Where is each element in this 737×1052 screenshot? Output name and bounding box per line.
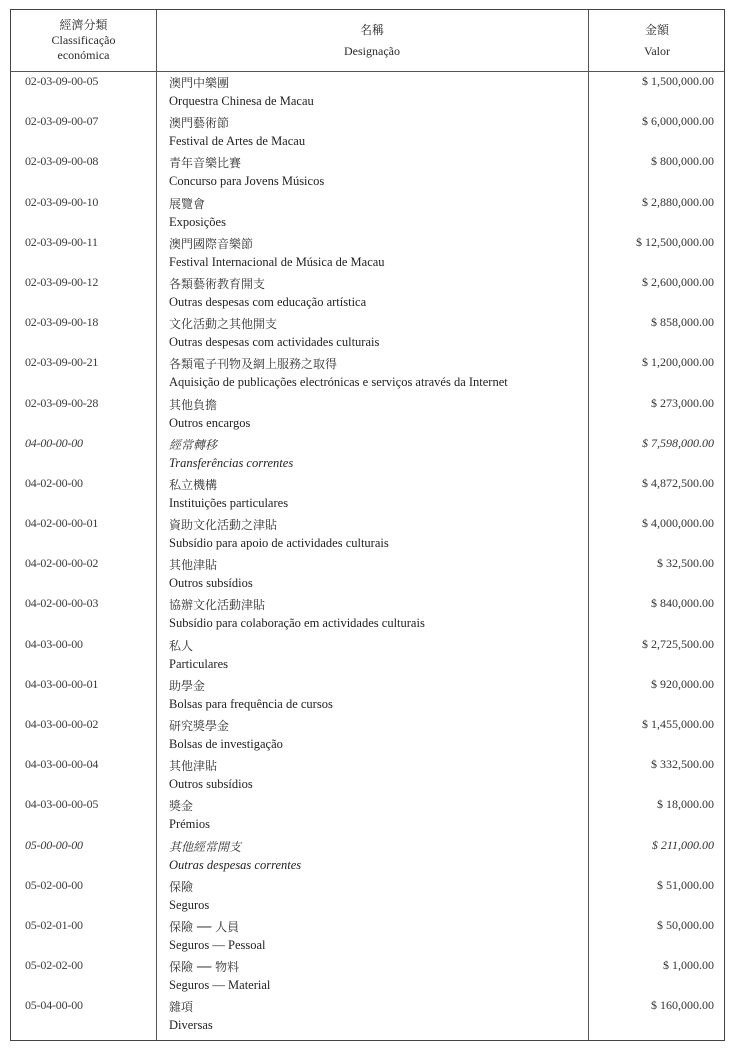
row-name-zh: 各類藝術教育開支 [169,276,266,291]
row-code: 02-03-09-00-10 [25,194,99,209]
row-name-pt: Concurso para Jovens Músicos [169,174,325,189]
row-name-pt: Outros subsídios [169,777,253,792]
row-name-zh: 澳門國際音樂節 [169,236,254,251]
row-name-zh: 澳門藝術節 [169,116,230,131]
row-value: $ 840,000.00 [651,596,714,611]
row-code: 02-03-09-00-18 [25,315,99,330]
row-name-pt: Particulares [169,656,229,671]
row-name-zh: 澳門中樂團 [169,76,230,90]
header-value-zh: 金額 [644,22,669,37]
table-row [11,997,724,1037]
header-classification-pt2: económica [57,48,110,62]
row-name-zh: 獎金 [169,799,194,814]
row-code: 04-02-00-00-03 [25,596,99,611]
row-name-pt: Exposições [169,214,226,229]
row-name-zh: 研究獎學金 [169,719,230,733]
table-row [11,837,724,877]
row-name-pt: Festival de Artes de Macau [169,134,306,149]
row-code: 04-03-00-00-01 [25,676,99,691]
row-value: $ 50,000.00 [657,917,714,932]
row-code: 05-00-00-00 [25,837,83,852]
row-name-zh: 私立機構 [169,477,218,492]
row-value: $ 273,000.00 [651,395,714,410]
row-value: $ 858,000.00 [651,315,714,330]
table-row [11,716,724,756]
row-value: $ 4,000,000.00 [642,516,714,531]
row-name-zh: 助學金 [169,678,206,693]
row-name-zh: 資助文化活動之津貼 [169,518,278,533]
row-name-pt: Instituições particulares [169,495,289,510]
row-value: $ 7,598,000.00 [642,435,714,450]
row-value: $ 1,455,000.00 [642,717,714,731]
table-row [11,354,724,394]
row-name-zh: 其他津貼 [169,558,218,573]
row-name-pt: Orquestra Chinesa de Macau [169,94,314,108]
table-row [11,555,724,595]
row-code: 04-02-00-00-02 [25,556,99,571]
row-name-pt: Outras despesas com educação artística [169,294,367,309]
row-name-zh: 雜項 [169,1000,194,1015]
row-value: $ 920,000.00 [651,676,714,691]
row-code: 05-02-01-00 [25,917,83,932]
row-value: $ 18,000.00 [657,797,714,812]
row-code: 04-02-00-00 [25,475,83,490]
row-value: $ 800,000.00 [651,154,714,169]
row-name-zh: 保險 ── 物料 [169,960,240,975]
table-row [11,113,724,153]
row-name-zh: 協辦文化活動津貼 [169,598,266,613]
row-name-pt: Seguros — Pessoal [169,937,266,952]
row-value: $ 12,500,000.00 [636,234,714,249]
row-name-pt: Prémios [169,817,210,832]
row-value: $ 160,000.00 [651,998,714,1013]
row-name-pt: Transferências correntes [169,455,294,470]
row-code: 04-03-00-00-04 [25,757,99,772]
row-code: 02-03-09-00-08 [25,154,99,169]
row-name-zh: 展覽會 [169,196,206,211]
row-value: $ 1,500,000.00 [642,74,714,88]
table-row [11,73,724,113]
table-body [11,73,724,1038]
row-code: 02-03-09-00-21 [25,355,99,370]
row-value: $ 32,500.00 [657,556,714,571]
table-row [11,314,724,354]
row-value: $ 2,600,000.00 [642,274,714,289]
table-row [11,194,724,234]
row-name-pt: Subsídio para apoio de actividades culturais [169,536,389,551]
row-name-zh: 經常轉移 [169,437,218,452]
table-row [11,636,724,676]
row-code: 02-03-09-00-12 [25,274,99,289]
row-value: $ 1,000.00 [663,958,714,973]
row-code: 04-00-00-00 [25,435,83,450]
row-name-pt: Outros encargos [169,415,251,430]
row-code: 05-04-00-00 [25,998,83,1013]
row-name-pt: Outras despesas com actividades culturais [169,335,380,350]
table-row [11,877,724,917]
table-header [11,10,724,72]
row-name-pt: Diversas [169,1018,213,1033]
row-name-zh: 文化活動之其他開支 [169,317,278,332]
row-name-zh: 其他經常開支 [169,839,242,854]
row-value: $ 4,872,500.00 [642,475,714,490]
table-row [11,756,724,796]
row-value: $ 6,000,000.00 [642,114,714,129]
row-name-pt: Seguros [169,897,210,912]
table-row [11,917,724,957]
row-code: 02-03-09-00-28 [25,395,99,410]
header-designation-zh: 名稱 [359,22,384,37]
row-code: 02-03-09-00-07 [25,114,99,129]
table-row [11,515,724,555]
header-value [588,10,726,71]
row-name-zh: 保險 [169,879,194,894]
row-name-zh: 其他負擔 [169,397,218,412]
header-classification [11,10,156,71]
row-name-pt: Aquisição de publicações electrónicas e serviços através da Internet [169,375,508,390]
row-value: $ 2,880,000.00 [642,194,714,209]
row-name-zh: 其他津貼 [169,759,218,774]
table-row [11,234,724,274]
budget-table [10,9,725,1041]
row-code: 05-02-00-00 [25,877,83,892]
table-row [11,796,724,836]
row-code: 02-03-09-00-11 [25,234,98,249]
row-value: $ 2,725,500.00 [642,636,714,651]
row-name-zh: 私人 [169,638,194,653]
row-code: 04-03-00-00-02 [25,717,99,731]
header-designation-pt: Designação [344,43,400,58]
table-row [11,595,724,635]
header-classification-zh: 經濟分類 [59,18,108,32]
row-name-pt: Outros subsídios [169,576,253,591]
header-classification-pt1: Classificação [51,33,116,47]
row-value: $ 1,200,000.00 [642,355,714,370]
row-name-zh: 保險 ── 人員 [169,919,240,934]
row-code: 04-02-00-00-01 [25,516,99,531]
row-value: $ 211,000.00 [651,837,714,852]
header-designation [156,10,588,71]
row-code: 04-03-00-00-05 [25,797,99,812]
row-name-pt: Outras despesas correntes [169,857,302,872]
row-code: 05-02-02-00 [25,958,83,973]
row-name-pt: Bolsas para frequência de cursos [169,696,333,711]
row-code: 04-03-00-00 [25,636,83,651]
row-name-pt: Subsídio para colaboração em actividades culturais [169,616,425,631]
row-value: $ 332,500.00 [651,757,714,772]
table-row [11,395,724,435]
row-name-pt: Festival Internacional de Música de Macau [169,254,385,269]
header-value-pt: Valor [644,43,670,58]
row-code: 02-03-09-00-05 [25,74,99,88]
table-row [11,435,724,475]
row-name-pt: Bolsas de investigação [169,737,283,751]
table-row [11,957,724,997]
table-row [11,475,724,515]
table-row [11,153,724,193]
row-name-pt: Seguros — Material [169,978,271,993]
row-name-zh: 各類電子刊物及網上服務之取得 [169,357,338,372]
table-row [11,274,724,314]
row-value: $ 51,000.00 [657,877,714,892]
table-row [11,676,724,716]
row-name-zh: 青年音樂比賽 [169,156,242,171]
